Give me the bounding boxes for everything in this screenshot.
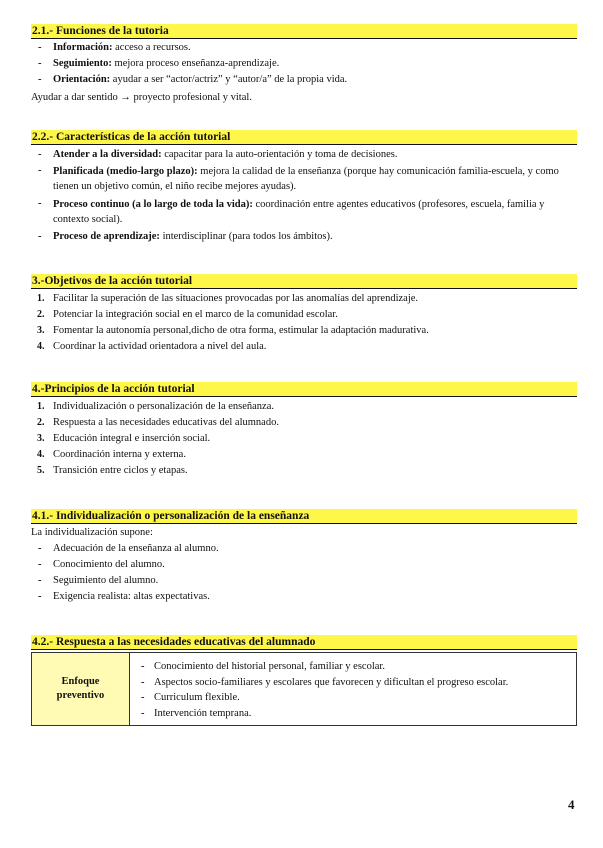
list-item: - Proceso continuo (a lo largo de toda la vida): coordinación entre agentes educativos (profesores, escuela, familia y contexto social). bbox=[38, 198, 545, 225]
bullet-dash: - bbox=[38, 149, 42, 160]
bullet-dash: - bbox=[141, 661, 145, 672]
list-item: - Curriculum flexible. bbox=[134, 690, 572, 706]
item-number: 3. bbox=[37, 433, 45, 444]
item-number: 1. bbox=[37, 293, 45, 304]
section-principios bbox=[31, 382, 577, 479]
list-item: - Conocimiento del alumno. bbox=[31, 557, 577, 573]
bullet-dash: - bbox=[38, 165, 42, 176]
item-number: 4. bbox=[37, 449, 45, 460]
numbered-item: 2. Respuesta a las necesidades educativas del alumnado. bbox=[31, 415, 577, 431]
section-heading: 4.1.- Individualización o personalización de la enseñanza bbox=[31, 509, 577, 524]
list-item: - Planificada (medio-largo plazo): mejora la calidad de la enseñanza (porque hay comunicación familia-escuela, y como tienen un objetivo común, el niño recibe mejores ayudas). bbox=[38, 165, 559, 192]
list-item: - Intervención temprana. bbox=[134, 706, 572, 722]
list-item: - Aspectos socio-familiares y escolares que favorecen y dificultan el progreso escolar. bbox=[134, 675, 572, 691]
bullet-dash: - bbox=[38, 559, 42, 570]
section-heading: 4.2.- Respuesta a las necesidades educativas del alumnado bbox=[31, 635, 577, 650]
list-item: - Adecuación de la enseñanza al alumno. bbox=[31, 541, 577, 557]
section-heading: 4.-Principios de la acción tutorial bbox=[31, 382, 577, 397]
numbered-item: 4. Coordinar la actividad orientadora a nivel del aula. bbox=[31, 339, 577, 355]
section-individualizacion bbox=[31, 509, 577, 605]
item-number: 2. bbox=[37, 417, 45, 428]
paragraph: Ayudar a dar sentido → proyecto profesional y vital. bbox=[31, 92, 252, 103]
list-item: - Seguimiento del alumno. bbox=[31, 573, 577, 589]
bullet-dash: - bbox=[38, 543, 42, 554]
section-respuesta bbox=[31, 635, 577, 726]
table-label: Enfoque preventivo bbox=[56, 676, 105, 701]
section-funciones bbox=[31, 24, 577, 106]
section-heading: 3.-Objetivos de la acción tutorial bbox=[31, 274, 577, 289]
item-number: 2. bbox=[37, 309, 45, 320]
list-item: - Conocimiento del historial personal, familiar y escolar. bbox=[134, 659, 572, 675]
section-heading: 2.2.- Características de la acción tutorial bbox=[31, 130, 577, 145]
numbered-item: 1. Facilitar la superación de las situaciones provocadas por las anomalías del aprendizaje. bbox=[31, 291, 577, 307]
section-heading: 2.1.- Funciones de la tutoria bbox=[31, 24, 577, 39]
bullet-dash: - bbox=[141, 676, 145, 688]
bullet-dash: - bbox=[38, 575, 42, 586]
numbered-item: 3. Fomentar la autonomía personal,dicho de otra forma, estimular la adaptación madurativa. bbox=[31, 323, 577, 339]
page-number: 4 bbox=[568, 797, 575, 812]
list-item: - Orientación: ayudar a ser “actor/actriz” y “autor/a” de la propia vida. bbox=[31, 72, 577, 88]
list-item: - Proceso de aprendizaje: interdisciplinar (para todos los ámbitos). bbox=[31, 229, 577, 245]
paragraph: La individualización supone: bbox=[31, 527, 153, 538]
list-item: - Atender a la diversidad: capacitar para la auto-orientación y toma de decisiones. bbox=[31, 147, 577, 163]
bullet-dash: - bbox=[38, 591, 42, 602]
bullet-dash: - bbox=[38, 42, 42, 53]
table-label-cell bbox=[32, 653, 130, 726]
section-objetivos bbox=[31, 274, 577, 355]
list-item: - Información: acceso a recursos. bbox=[31, 40, 577, 56]
numbered-item: 2. Potenciar la integración social en el marco de la comunidad escolar. bbox=[31, 307, 577, 323]
section-caracteristicas bbox=[31, 130, 577, 245]
numbered-item: 3. Educación integral e inserción social. bbox=[31, 431, 577, 447]
approach-table bbox=[31, 652, 577, 726]
item-number: 4. bbox=[37, 341, 45, 352]
bullet-dash: - bbox=[38, 198, 42, 209]
table-content-cell bbox=[130, 653, 577, 726]
item-number: 1. bbox=[37, 401, 45, 412]
item-number: 5. bbox=[37, 465, 45, 476]
bullet-dash: - bbox=[38, 58, 42, 69]
list-item: - Seguimiento: mejora proceso enseñanza-aprendizaje. bbox=[31, 56, 577, 72]
item-number: 3. bbox=[37, 325, 45, 336]
list-item: - Exigencia realista: altas expectativas. bbox=[31, 589, 577, 605]
numbered-item: 4. Coordinación interna y externa. bbox=[31, 447, 577, 463]
bullet-dash: - bbox=[141, 707, 145, 719]
bullet-dash: - bbox=[38, 231, 42, 242]
numbered-item: 1. Individualización o personalización de la enseñanza. bbox=[31, 399, 577, 415]
numbered-item: 5. Transición entre ciclos y etapas. bbox=[31, 463, 577, 479]
bullet-dash: - bbox=[38, 74, 42, 85]
bullet-dash: - bbox=[141, 692, 145, 703]
